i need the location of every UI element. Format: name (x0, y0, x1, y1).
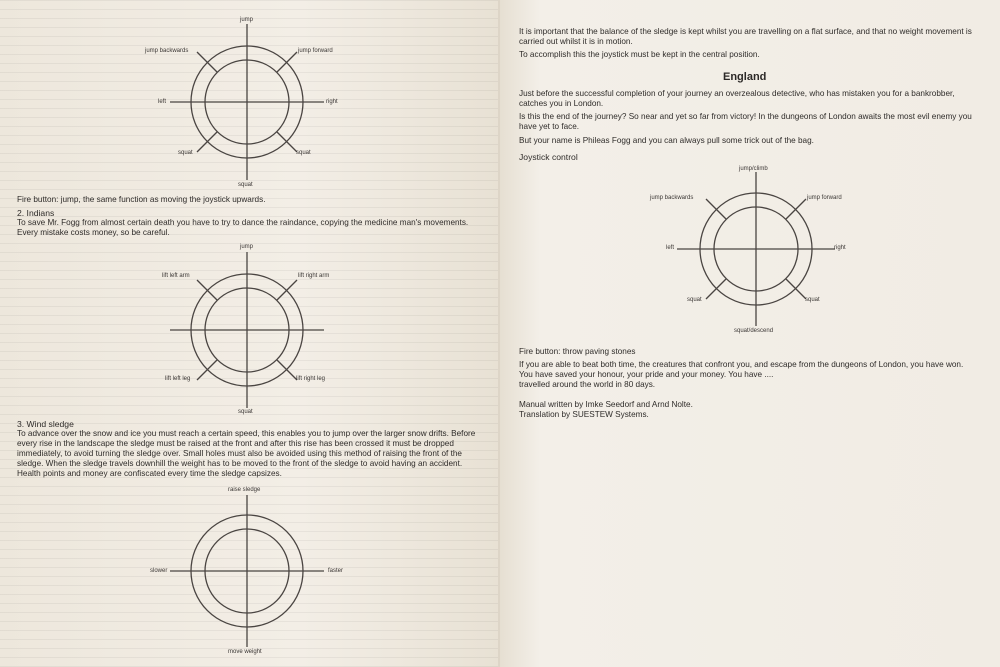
diagram-4-label-top: jump/climb (739, 166, 768, 172)
intro-paragraph-2: To accomplish this the joystick must be kept in the central position. (519, 50, 760, 59)
credits-author: Manual written by Imke Seedorf and Arnd Nolte. (519, 400, 693, 409)
england-paragraph-2: Is this the end of the journey? So near and yet so far from victory! In the dungeons of London awaits the most evil enemy you have yet to face. (519, 112, 972, 131)
diagram-1-label-left: left (158, 99, 167, 105)
diagram-4-label-bottom: squat/descend (734, 328, 774, 334)
closing-paragraph-2: travelled around the world in 80 days. (519, 380, 656, 389)
section-2-text: To save Mr. Fogg from almost certain death you have to try to dance the raindance, copying the medicine man's movements. Every mistake costs money, so be careful. (17, 218, 469, 237)
joystick-control-heading: Joystick control (519, 152, 578, 162)
joystick-diagram-1-graphic (172, 22, 322, 182)
diagram-1-label-bottom: squat (238, 182, 253, 188)
joystick-diagram-1 (172, 22, 322, 182)
diagram-3-label-left: slower (150, 568, 168, 574)
fire-button-text-1: Fire button: jump, the same function as moving the joystick upwards. (17, 195, 266, 204)
diagram-4-label-bottom-left: squat (687, 297, 702, 303)
diagram-4-label-left: left (666, 245, 675, 251)
england-paragraph-3: But your name is Phileas Fogg and you can always pull some trick out of the bag. (519, 136, 814, 145)
diagram-2-label-top: jump (240, 244, 254, 250)
diagram-3-label-right: faster (328, 568, 344, 574)
diagram-1-label-top-right: jump forward (298, 48, 333, 54)
fire-button-text-2: Fire button: throw paving stones (519, 347, 636, 356)
diagram-4-label-top-right: jump forward (807, 195, 842, 201)
diagram-1-label-top-left: jump backwards (145, 48, 189, 54)
section-3-text: To advance over the snow and ice you must reach a certain speed, this enables you to jump over the larger snow drifts. Before every rise in the landscape the sledge must be raised at the front and after this rise has been crossed it must be dropped immediately, to avoid turning the sledge over. Small holes must also be avoided using this method of raising the front of the sledge. When the sledge travels downhill the weight has to be moved to the front of the sledge to avoid having an accident. Health points and money are confiscated every time the sledge capsizes. (17, 429, 476, 478)
england-heading: England (723, 71, 767, 83)
closing-paragraph: If you are able to beat both time, the creatures that confront you, and escape from the dungeons of London, you have won. You have saved your honour, your pride and your money. You have .... (519, 360, 964, 379)
section-2-heading: 2. Indians (17, 208, 55, 218)
diagram-3-label-bottom: move weight (228, 649, 262, 655)
england-paragraph-1: Just before the successful completion of your journey an overzealous detective, who has mistaken you for a bankrobber, catches you in London. (519, 89, 955, 108)
diagram-2-label-top-right: lift right arm (298, 273, 330, 279)
diagram-2-label-bottom: squat (238, 409, 253, 415)
diagram-4-label-top-left: jump backwards (650, 195, 694, 201)
diagram-4-label-bottom-right: squat (805, 297, 820, 303)
diagram-2-label-bottom-left: lift left leg (165, 376, 191, 382)
credits-translation: Translation by SUESTEW Systems. (519, 410, 649, 419)
joystick-diagram-3-graphic (172, 495, 322, 647)
diagram-2-label-bottom-right: lift right leg (296, 376, 326, 382)
right-page (500, 0, 1000, 667)
section-3-heading: 3. Wind sledge (17, 419, 74, 429)
diagram-2-label-top-left: lift left arm (162, 273, 190, 279)
diagram-4-label-right: right (834, 245, 846, 251)
diagram-3-label-top: raise sledge (228, 487, 261, 493)
diagram-1-label-right: right (326, 99, 338, 105)
diagram-1-label-top: jump (240, 17, 254, 23)
joystick-diagram-3 (172, 495, 322, 647)
intro-paragraph-1: It is important that the balance of the sledge is kept whilst you are travelling on a flat surface, and that no weight movement is carried out whilst it is in motion. (519, 27, 972, 46)
diagram-1-label-bottom-left: squat (178, 150, 193, 156)
diagram-1-label-bottom-right: squat (296, 150, 311, 156)
